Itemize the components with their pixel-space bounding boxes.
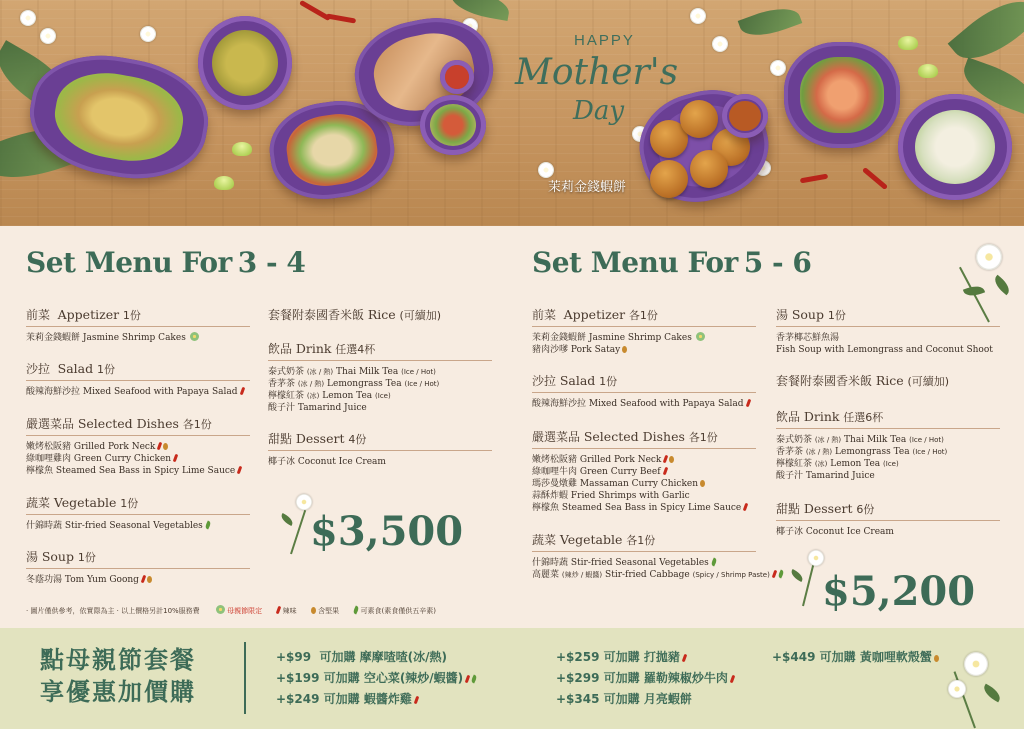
menu-item: 椰子冰 Coconut Ice Cream <box>268 457 386 467</box>
lime-slice <box>918 64 938 78</box>
menu-item: 檸檬紅茶 (冰) Lemon Tea (Ice) <box>776 459 899 469</box>
menu-item: 豬肉沙嗲 Pork Satay <box>532 344 756 356</box>
hero-happy-text: HAPPY <box>574 32 635 49</box>
spicy-icon <box>239 387 245 396</box>
spicy-icon <box>663 455 669 464</box>
set-title-text: Set Menu For <box>532 246 738 279</box>
vegetarian-icon <box>471 675 478 684</box>
menu-item: 香茅茶 (冰 / 熱) Lemongrass Tea (Ice / Hot) <box>776 447 948 457</box>
flower-decoration <box>950 648 1010 728</box>
nut-icon <box>163 443 168 450</box>
vegetarian-icon <box>710 558 717 567</box>
shrimp-cake <box>650 160 688 198</box>
menu-item: 嫩烤松阪豬 Grilled Pork Neck <box>532 454 756 466</box>
menu-item: 檸檬魚 Steamed Sea Bass in Spicy Lime Sauce <box>26 465 250 477</box>
chili-sauce-bowl <box>722 94 768 138</box>
jasmine-flower <box>20 10 36 26</box>
chili-pepper <box>800 174 828 184</box>
spicy-icon <box>157 442 163 451</box>
vegetarian-icon <box>353 606 360 615</box>
menu-item: 綠咖哩雞肉 Green Curry Chicken <box>26 453 250 465</box>
menu-item: 香茅茶 (冰 / 熱) Lemongrass Tea (Ice / Hot) <box>268 379 440 389</box>
leaf-decoration <box>448 0 511 21</box>
set34-rice-section <box>268 306 492 326</box>
jasmine-flower <box>140 26 156 42</box>
addon-item: +$99 可加購 摩摩喳喳(冰/熱) <box>276 650 447 664</box>
flower-decoration <box>962 236 1022 326</box>
footnote: · 圖片僅供參考，依實際為主 · 以上價格另計10%服務費 母親節限定 辣味 含堅果 可素食(素食僅供五辛素) <box>26 607 437 615</box>
menu-item: 高麗菜 (辣炒 / 蝦醬) Stir-fried Cabbage (Spicy / Shrimp Paste) <box>532 569 756 581</box>
set34-price: $3,500 <box>310 508 464 555</box>
menu-item: 酸子汁 Tamarind Juice <box>268 403 367 413</box>
shrimp-cake <box>690 150 728 188</box>
addon-item: +$249 可加購 蝦醬炸雞 <box>276 690 418 707</box>
menu-item: 椰子冰 Coconut Ice Cream <box>776 527 894 537</box>
set56-dessert-section <box>776 500 1000 538</box>
section-heading: 嚴選菜品 Selected Dishes 各1份 <box>532 428 756 449</box>
section-heading: 套餐附泰國香米飯 Rice (可續加) <box>776 373 950 388</box>
nut-icon <box>147 576 152 583</box>
spicy-icon <box>730 675 736 684</box>
menu-item: 嫩烤松阪豬 Grilled Pork Neck <box>26 441 250 453</box>
section-heading: 飲品 Drink 任選6杯 <box>776 408 1000 429</box>
green-curry-bowl <box>198 16 292 110</box>
mothers-day-limited-icon <box>216 605 225 614</box>
addon-item: +$259 可加購 打拋豬 <box>556 648 686 665</box>
section-heading: 蔬菜 Vegetable 各1份 <box>532 531 756 552</box>
menu-item: 什錦時蔬 Stir-fried Seasonal Vegetables <box>532 557 756 569</box>
spicy-icon <box>414 696 420 705</box>
menu-item: Fish Soup with Lemongrass and Coconut Shoot <box>776 345 993 355</box>
spicy-icon <box>465 675 471 684</box>
spicy-icon <box>237 466 243 475</box>
jasmine-flower <box>712 36 728 52</box>
set56-rice-section <box>776 372 1000 392</box>
lime-slice <box>232 142 252 156</box>
menu-item: 酸子汁 Tamarind Juice <box>776 471 875 481</box>
hero-banner <box>0 0 1024 226</box>
section-heading: 沙拉 Salad 1份 <box>532 372 756 393</box>
set56-appetizer-section <box>532 306 756 356</box>
set34-salad-section <box>26 360 250 398</box>
section-heading: 甜點 Dessert 4份 <box>268 430 492 451</box>
menu-item: 瑪莎曼燉雞 Massaman Curry Chicken <box>532 478 756 490</box>
set34-drink-section <box>268 340 492 414</box>
menu-item: 酸辣海鮮沙拉 Mixed Seafood with Papaya Salad <box>26 386 250 398</box>
set-menu-5-6-title <box>532 246 811 279</box>
addon-title: 點母親節套餐 享優惠加價購 <box>40 646 196 706</box>
divider <box>244 642 246 714</box>
chili-pepper <box>326 13 356 23</box>
set-title-text: Set Menu For <box>26 246 232 279</box>
set56-vegetable-section <box>532 531 770 581</box>
set56-selected-section <box>532 428 756 514</box>
section-heading: 甜點 Dessert 6份 <box>776 500 1000 521</box>
hero-dish-label: 茉莉金錢蝦餅 <box>548 180 627 195</box>
jasmine-flower <box>770 60 786 76</box>
addon-item: +$299 可加購 羅勒辣椒炒牛肉 <box>556 669 734 686</box>
spicy-icon <box>743 503 749 512</box>
mothers-day-limited-icon <box>190 332 199 341</box>
section-heading: 前菜 Appetizer 各1份 <box>532 306 756 327</box>
section-heading: 湯 Soup 1份 <box>776 306 1000 327</box>
addon-item: +$199 可加購 空心菜(辣炒/蝦醬) <box>276 669 476 686</box>
mothers-day-limited-icon <box>696 332 705 341</box>
set34-appetizer-section <box>26 306 250 344</box>
dipping-sauce-bowl <box>440 60 474 94</box>
menu-item: 冬蔭功湯 Tom Yum Goong <box>26 574 250 586</box>
spicy-icon <box>745 399 751 408</box>
section-heading: 飲品 Drink 任選4杯 <box>268 340 492 361</box>
nut-icon <box>311 607 316 614</box>
menu-item: 茉莉金錢蝦餅 Jasmine Shrimp Cakes <box>26 332 250 344</box>
spicy-icon <box>682 654 688 663</box>
vegetarian-icon <box>777 570 784 579</box>
section-heading: 蔬菜 Vegetable 1份 <box>26 494 250 515</box>
menu-item: 酸辣海鮮沙拉 Mixed Seafood with Papaya Salad <box>532 398 756 410</box>
nut-icon <box>934 655 939 662</box>
jasmine-flower <box>690 8 706 24</box>
nut-icon <box>669 456 674 463</box>
spicy-icon <box>173 454 179 463</box>
lime-slice <box>214 176 234 190</box>
addon-item: +$345 可加購 月亮蝦餅 <box>556 692 692 706</box>
menu-item: 什錦時蔬 Stir-fried Seasonal Vegetables <box>26 520 250 532</box>
addon-band <box>0 628 1024 729</box>
set-size: 5 - 6 <box>743 246 812 279</box>
menu-item: 泰式奶茶 (冰 / 熱) Thai Milk Tea (Ice / Hot) <box>776 435 944 445</box>
set56-salad-section <box>532 372 756 410</box>
set-menu-3-4-title <box>26 246 305 279</box>
menu-item: 檸檬紅茶 (冰) Lemon Tea (Ice) <box>268 391 391 401</box>
spicy-icon <box>772 570 778 579</box>
menu-item: 蒜酥炸蝦 Fried Shrimps with Garlic <box>532 491 690 501</box>
menu-item: 泰式奶茶 (冰 / 熱) Thai Milk Tea (Ice / Hot) <box>268 367 436 377</box>
spicy-icon <box>141 575 147 584</box>
set56-price: $5,200 <box>822 568 976 615</box>
set-size: 3 - 4 <box>237 246 306 279</box>
addon-item: +$449 可加購 黃咖哩軟殼蟹 <box>772 648 939 665</box>
set56-drink-section <box>776 408 1000 482</box>
nut-icon <box>700 480 705 487</box>
set34-dessert-section <box>268 430 492 468</box>
section-heading: 湯 Soup 1份 <box>26 548 250 569</box>
shrimp-cake <box>680 100 718 138</box>
lime-slice <box>898 36 918 50</box>
seafood-salad-plate <box>784 42 900 148</box>
spicy-icon <box>662 467 668 476</box>
spicy-icon <box>276 606 282 615</box>
papaya-salad-bowl <box>420 95 486 155</box>
section-heading: 嚴選菜品 Selected Dishes 各1份 <box>26 415 250 436</box>
set34-soup-section <box>26 548 250 586</box>
jasmine-flower <box>40 28 56 44</box>
hero-mothers-text: Mother's <box>515 52 679 93</box>
set34-selected-section <box>26 415 250 477</box>
section-heading: 沙拉 Salad 1份 <box>26 360 250 381</box>
leaf-decoration <box>738 0 803 43</box>
menu-item: 綠咖哩牛肉 Green Curry Beef <box>532 466 756 478</box>
section-heading: 套餐附泰國香米飯 Rice (可續加) <box>268 307 442 322</box>
nut-icon <box>622 346 627 353</box>
vegetarian-icon <box>204 521 211 530</box>
hero-day-text: Day <box>573 96 625 126</box>
section-heading: 前菜 Appetizer 1份 <box>26 306 250 327</box>
fish-soup-bowl <box>898 94 1012 200</box>
chili-pepper <box>862 167 888 190</box>
menu-item: 香茅椰芯鮮魚湯 <box>776 333 840 343</box>
menu-item: 檸檬魚 Steamed Sea Bass in Spicy Lime Sauce <box>532 502 756 514</box>
set34-vegetable-section <box>26 494 250 532</box>
menu-item: 茉莉金錢蝦餅 Jasmine Shrimp Cakes <box>532 332 756 344</box>
